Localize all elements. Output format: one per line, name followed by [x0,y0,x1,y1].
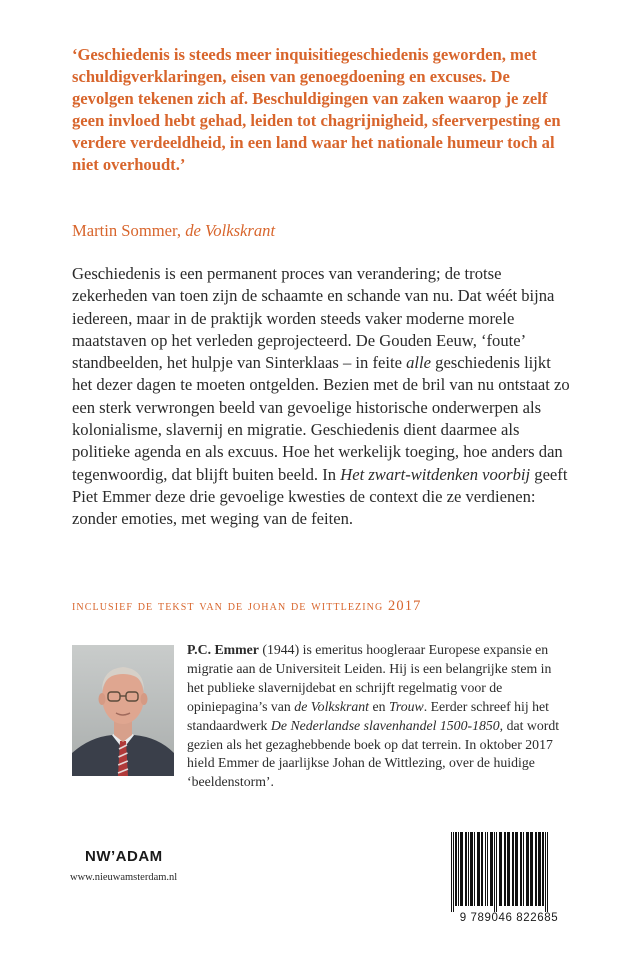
bio-paper-1: de Volkskrant [294,698,370,714]
bio-text-3: . Eerder schreef hij het standaardwerk [187,698,549,733]
blurb-part-3: geeft Piet Emmer deze drie gevoelige kwesties de context die ze verdienen: zonder emoties, met weging van de feiten. [72,464,568,529]
bio-text-4: , dat wordt gezien als het gezaghebbende boek op dat terrein. In oktober 2017 hield Emmer de jaarlijkse Johan de Wittlezing, over de huidige ‘beeldenstorm’. [187,717,560,790]
quote-publication: de Volkskrant [185,221,276,240]
bio-text-1: (1944) is emeritus hoogleraar Europese expansie en migratie aan de Universiteit Leiden. Hij is een belangrijke stem in het publieke slavernijdebat en schrijft regelmatig voor de opiniepagina’s van [187,642,552,714]
quote-author: Martin Sommer, [72,221,182,240]
bio-text-2: en [372,698,386,714]
barcode-image [447,832,571,912]
inclusief-line: inclusief de tekst van de johan de wittlezing 2017 [72,598,422,614]
isbn-number: 9 789046 822685 [459,912,559,924]
back-cover-quote [72,44,572,176]
publisher-logo: NW’ADAM [85,848,163,865]
book-blurb [72,263,572,531]
author-portrait-image [72,645,174,776]
quote-attribution [72,220,572,242]
author-bio [187,641,567,792]
author-name: P.C. Emmer [187,642,259,657]
blurb-part-2: geschiedenis lijkt het dezer dagen te moeten ontgelden. Bezien met de bril van nu ontstaat zo een sterk verwrongen beeld van gevoelige historische onderwerpen als kolonialisme, slavernij en migratie. Geschiedenis dient daarmee als politieke agenda en als excuus. Hoe het werkelijk toeging, hoe anders dan tegenwoordig, dat blijft buiten beeld. In [72,353,570,484]
author-photo [72,645,174,776]
publisher-website: www.nieuwamsterdam.nl [70,872,178,883]
blurb-part-1: Geschiedenis is een permanent proces van verandering; de trotse zekerheden van toen zijn de schaamte en schande van nu. Dat wéét bijna iedereen, maar in de praktijk worden steeds vaker moderne morele maatstaven op het verleden geprojecteerd. De Gouden Eeuw, ‘foute’ standbeelden, het hulpje van Sinterklaas – in feite [72,264,555,373]
blurb-book-title: Het zwart-witdenken voorbij [340,464,531,484]
quote-text: ‘Geschiedenis is steeds meer inquisitiegeschiedenis geworden, met schuldigverklaringen, eisen van genoegdoening en excuses. De gevolgen tekenen zich af. Beschuldigingen van zaken waarop je zelf geen invloed hebt gehad, leiden tot chagrijnigheid, sfeerverpesting en verdere verdeeldheid, in een land waar het nationale humeur toch al niet overhoudt.’ [72,45,561,174]
bio-paper-2: Trouw [388,698,424,714]
bio-work-title: De Nederlandse slavenhandel 1500-1850 [270,717,500,733]
blurb-emphasis: alle [406,353,431,373]
